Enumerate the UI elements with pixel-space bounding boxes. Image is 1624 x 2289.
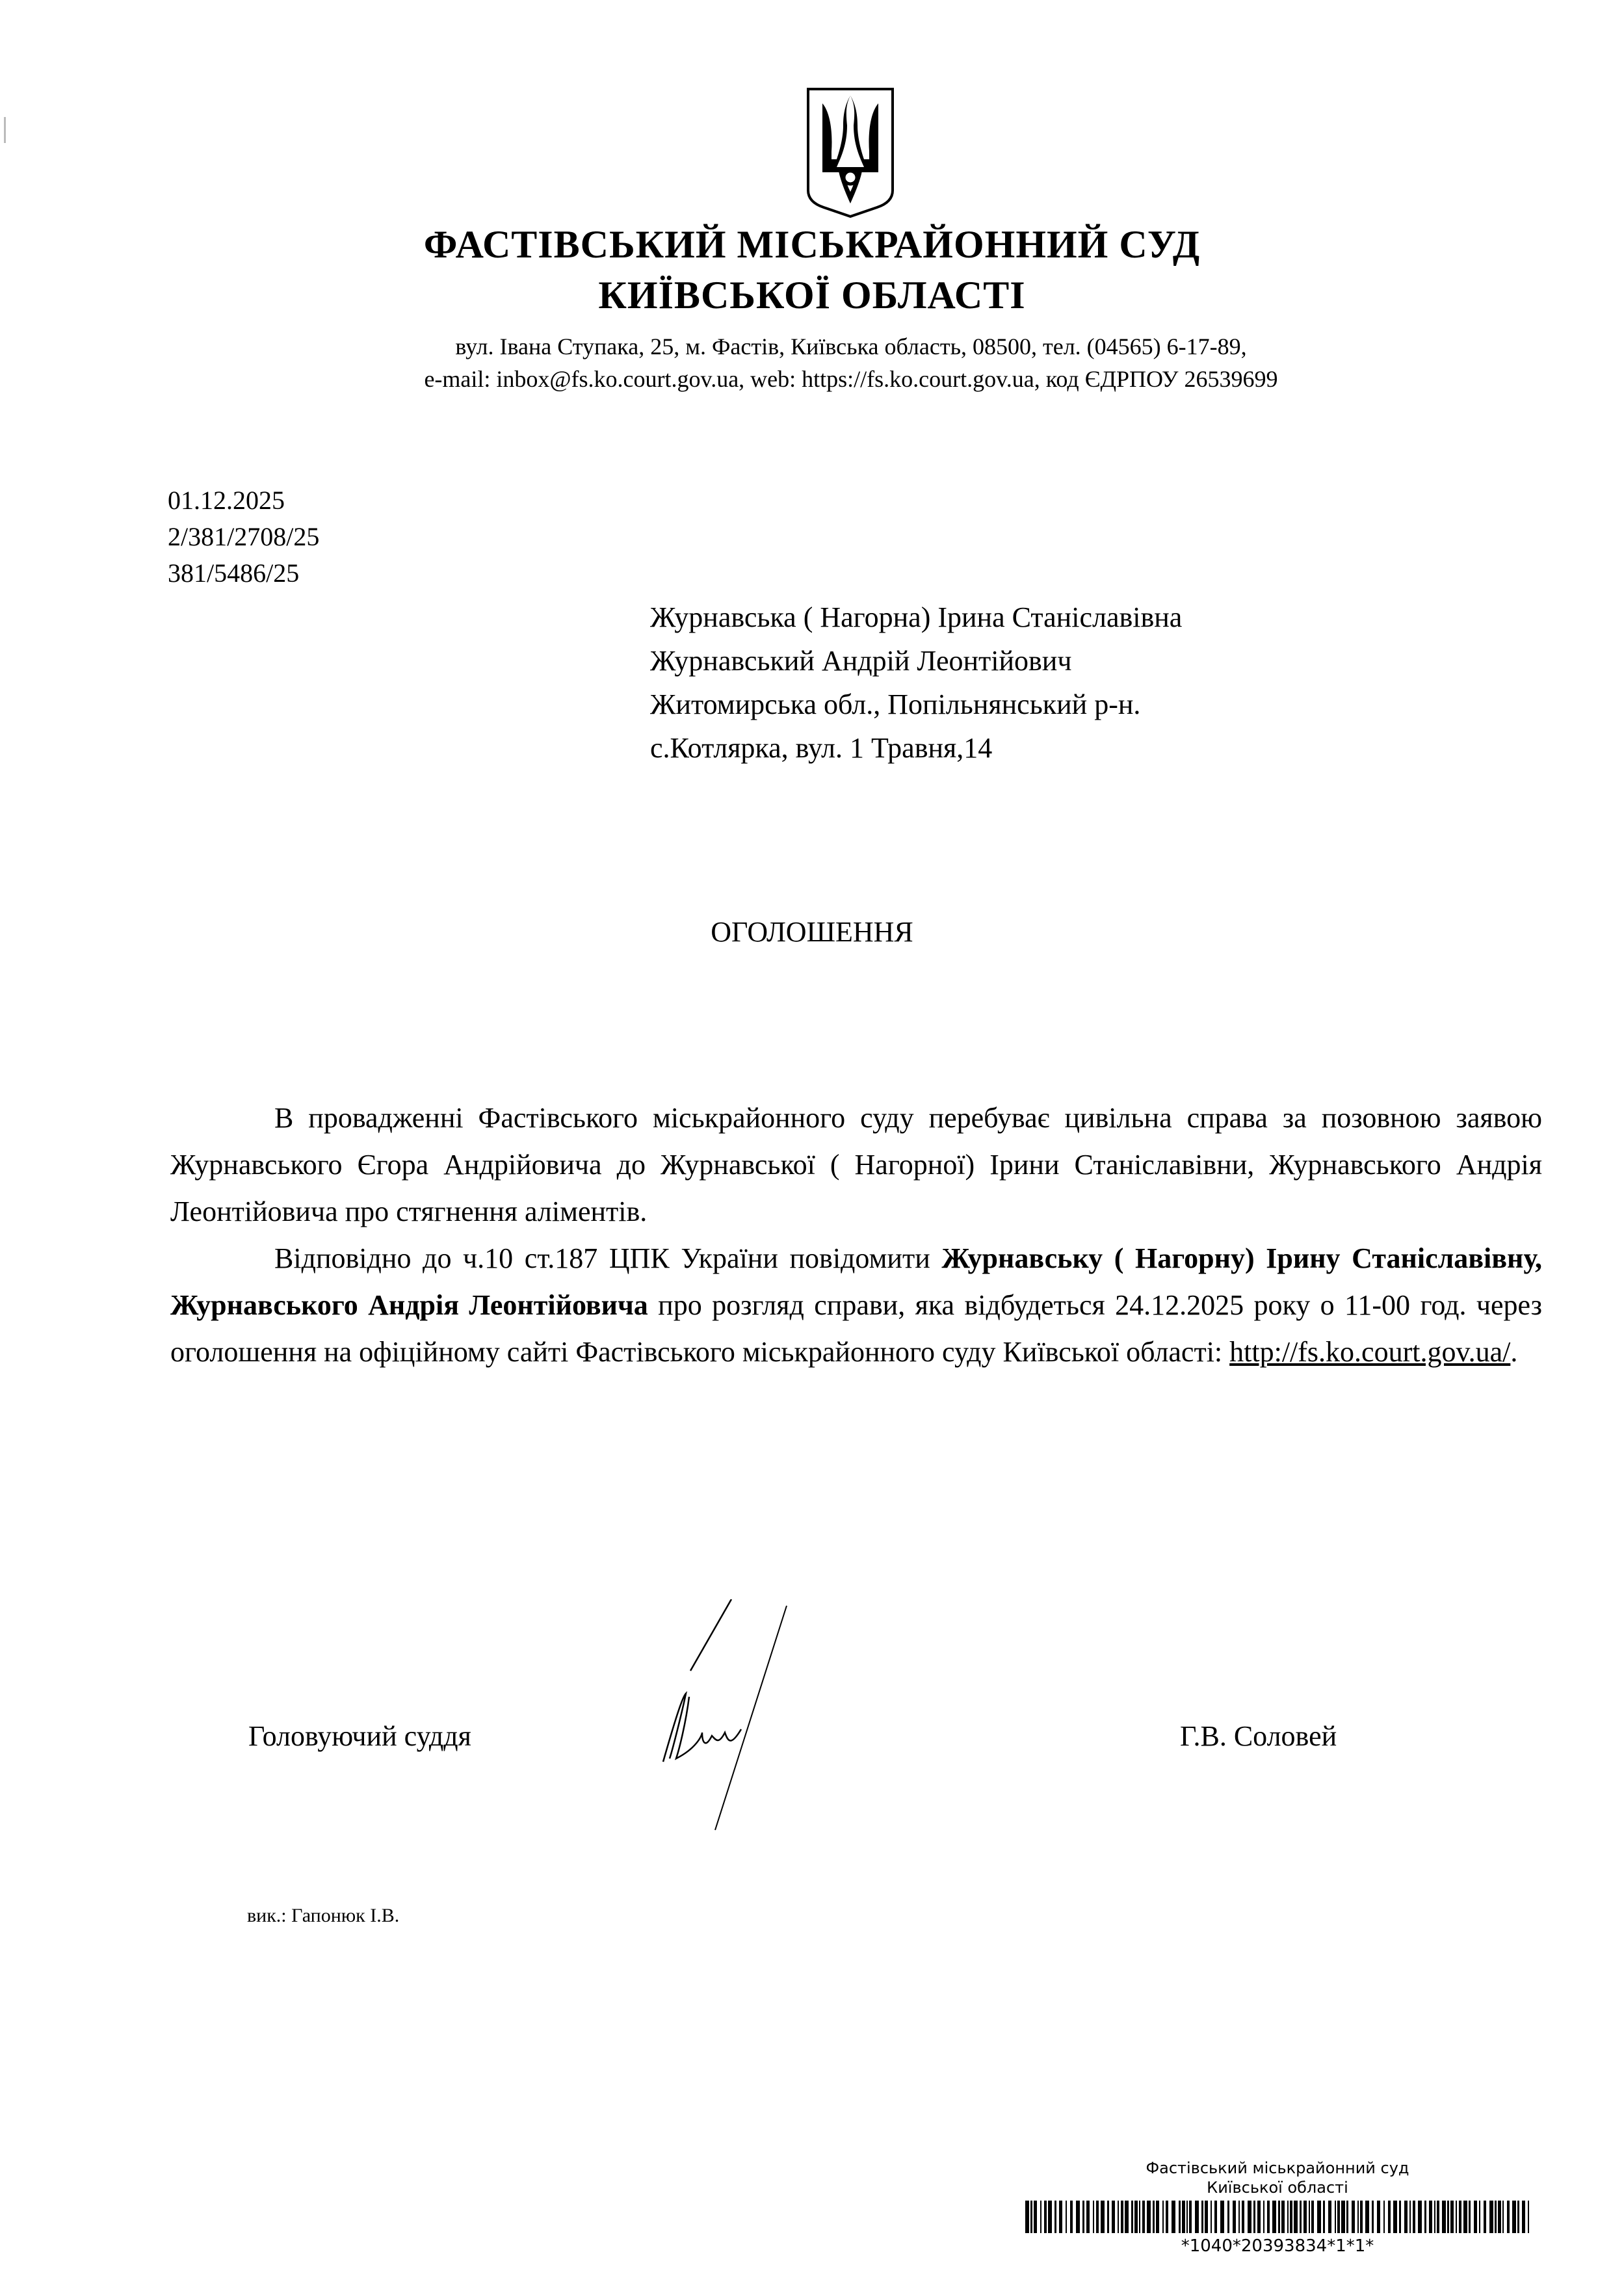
barcode-bar <box>1101 2201 1105 2233</box>
paragraph-end: . <box>1510 1336 1518 1368</box>
barcode-bar <box>1248 2201 1251 2233</box>
judge-role: Головуючий суддя <box>248 1720 471 1752</box>
barcode-bar <box>1459 2201 1461 2233</box>
barcode-bar <box>1201 2201 1203 2233</box>
barcode-bar <box>1404 2201 1408 2233</box>
court-name-line2: КИЇВСЬКОЇ ОБЛАСТІ <box>598 274 1026 317</box>
recipient-line: Житомирська обл., Попільнянський р-н. <box>650 688 1141 720</box>
barcode-number: *1040*20393834*1*1* <box>1181 2236 1374 2256</box>
barcode-bar <box>1093 2201 1094 2233</box>
court-name-line1: ФАСТІВСЬКИЙ МІСЬКРАЙОННИЙ СУД <box>423 223 1201 266</box>
barcode-bar <box>1281 2201 1285 2233</box>
barcode-bar <box>1070 2201 1073 2233</box>
defendant-names: Журнавську ( Нагорну) Ірину Станіславівну, Журнавського Андрія Леонтійовича <box>170 1242 1542 1321</box>
barcode-bar <box>1076 2201 1080 2233</box>
barcode-bar <box>1211 2201 1212 2233</box>
barcode-bar <box>1214 2201 1217 2233</box>
barcode-bar <box>1393 2201 1397 2233</box>
barcode-bar <box>1372 2201 1374 2233</box>
barcode-bar <box>1429 2201 1432 2233</box>
barcode-bar <box>1341 2201 1345 2233</box>
barcode-bar <box>1253 2201 1255 2233</box>
barcode-bar <box>1257 2201 1261 2233</box>
judge-name: Г.В. Соловей <box>1180 1720 1337 1752</box>
barcode-bar <box>1388 2201 1391 2233</box>
barcode-bar <box>1290 2201 1292 2233</box>
barcode-bar <box>1352 2201 1355 2233</box>
barcode-bar <box>1409 2201 1411 2233</box>
barcode-bar <box>1107 2201 1109 2233</box>
barcode-bar <box>1040 2201 1041 2233</box>
barcode-icon <box>1024 2201 1531 2233</box>
barcode-bar <box>1059 2201 1062 2233</box>
court-website-link[interactable]: http://fs.ko.court.gov.ua/ <box>1229 1336 1511 1368</box>
court-stamp <box>1024 2158 1531 2197</box>
handwritten-signature-icon <box>650 1599 943 1846</box>
recipient-line: Журнавський Андрій Леонтійович <box>650 645 1072 677</box>
stamp-line2: Київської області <box>1207 2178 1348 2197</box>
barcode-bar <box>1418 2201 1422 2233</box>
barcode-bar <box>1528 2201 1529 2233</box>
barcode-bar <box>1489 2201 1493 2233</box>
barcode-bar <box>1172 2201 1175 2233</box>
barcode-bar <box>1166 2201 1168 2233</box>
barcode-bar <box>1287 2201 1289 2233</box>
barcode-bar <box>1131 2201 1133 2233</box>
paragraph-text: Відповідно до ч.10 ст.187 ЦПК України повідомити <box>274 1242 942 1274</box>
barcode-bar <box>1044 2201 1047 2233</box>
barcode-bar <box>1263 2201 1264 2233</box>
barcode-bar <box>1186 2201 1188 2233</box>
barcode-bar <box>1469 2201 1471 2233</box>
barcode-bar <box>1134 2201 1138 2233</box>
barcode-bar <box>1357 2201 1359 2233</box>
court-address: вул. Івана Ступака, 25, м. Фастів, Київська область, 08500, тел. (04565) 6-17-89, <box>455 334 1247 360</box>
barcode-bar <box>1086 2201 1090 2233</box>
document-date: 01.12.2025 <box>168 486 285 515</box>
barcode-bar <box>1335 2201 1336 2233</box>
body-paragraph-2 <box>170 1235 1542 1376</box>
stamp-line1: Фастівський міськрайонний суд <box>1146 2159 1409 2177</box>
barcode-bar <box>1066 2201 1067 2233</box>
barcode-bar <box>1142 2201 1145 2233</box>
barcode-bar <box>1030 2201 1032 2233</box>
barcode-bar <box>1048 2201 1052 2233</box>
barcode-bar <box>1337 2201 1340 2233</box>
barcode-bar <box>1507 2201 1510 2233</box>
barcode-bar <box>1365 2201 1369 2233</box>
barcode-bar <box>1360 2201 1363 2233</box>
document-heading: ОГОЛОШЕННЯ <box>711 916 913 948</box>
barcode-bar <box>1025 2201 1029 2233</box>
barcode-bar <box>1139 2201 1140 2233</box>
barcode-bar <box>1227 2201 1229 2233</box>
barcode-bar <box>1512 2201 1516 2233</box>
reference-block <box>168 482 319 592</box>
barcode-bar <box>1156 2201 1159 2233</box>
barcode-bar <box>1153 2201 1155 2233</box>
barcode-bar <box>1474 2201 1477 2233</box>
trident-coat-of-arms-icon <box>805 86 895 219</box>
barcode-bar <box>1450 2201 1454 2233</box>
barcode-bar <box>1522 2201 1525 2233</box>
announcement-body <box>170 1095 1542 1376</box>
paragraph-text: про розгляд справи, яка відбудеться 24.12.2025 року о 11-00 год. через оголошення на офіційному сайті Фастівського міськрайонного суду Київської області: <box>170 1289 1543 1368</box>
barcode-bar <box>1082 2201 1084 2233</box>
barcode-bar <box>1502 2201 1504 2233</box>
recipient-block <box>650 595 1182 770</box>
case-number: 2/381/2708/25 <box>168 522 320 551</box>
barcode-bar <box>1434 2201 1435 2233</box>
barcode-bar <box>1437 2201 1439 2233</box>
barcode-bar <box>1399 2201 1401 2233</box>
barcode-bar <box>1162 2201 1164 2233</box>
barcode-bar <box>1328 2201 1331 2233</box>
barcode-bar <box>1118 2201 1119 2233</box>
barcode-bar <box>1112 2201 1115 2233</box>
outgoing-number: 381/5486/25 <box>168 558 300 588</box>
barcode-bar <box>1147 2201 1151 2233</box>
barcode-bar <box>1121 2201 1123 2233</box>
barcode-bar <box>1447 2201 1449 2233</box>
barcode-bar <box>1205 2201 1208 2233</box>
barcode-bar <box>1179 2201 1181 2233</box>
barcode-bar <box>1377 2201 1380 2233</box>
executor-note: вик.: Гапонюк І.В. <box>247 1905 400 1926</box>
barcode-bar <box>1278 2201 1280 2233</box>
barcode-bar <box>1495 2201 1497 2233</box>
barcode-bar <box>1242 2201 1244 2233</box>
barcode-bar <box>1383 2201 1385 2233</box>
barcode-bar <box>1272 2201 1276 2233</box>
barcode-bar <box>1189 2201 1192 2233</box>
barcode-bar <box>1413 2201 1415 2233</box>
barcode-bar <box>1182 2201 1185 2233</box>
barcode-bar <box>1498 2201 1501 2233</box>
barcode-bar <box>1424 2201 1426 2233</box>
barcode-bar <box>1220 2201 1224 2233</box>
recipient-line: Журнавська ( Нагорна) Ірина Станіславівна <box>650 601 1183 633</box>
barcode-bar <box>1125 2201 1129 2233</box>
barcode-bar <box>1303 2201 1307 2233</box>
barcode-bar <box>1034 2201 1037 2233</box>
barcode-bar <box>1267 2201 1270 2233</box>
barcode-bar <box>1309 2201 1310 2233</box>
barcode-bar <box>1323 2201 1325 2233</box>
barcode-bar <box>1311 2201 1314 2233</box>
recipient-line: с.Котлярка, вул. 1 Травня,14 <box>650 732 993 764</box>
barcode-bar <box>1294 2201 1298 2233</box>
barcode-bar <box>1096 2201 1099 2233</box>
court-contacts: e-mail: inbox@fs.ko.court.gov.ua, web: https://fs.ko.court.gov.ua, код ЄДРПОУ 26539699 <box>424 366 1278 392</box>
scan-edge-mark <box>4 117 6 143</box>
barcode-bar <box>1479 2201 1480 2233</box>
barcode-bar <box>1233 2201 1236 2233</box>
barcode-bar <box>1238 2201 1240 2233</box>
barcode-bar <box>1442 2201 1446 2233</box>
barcode-bar <box>1517 2201 1519 2233</box>
barcode-bar <box>1300 2201 1302 2233</box>
body-paragraph-1: В провадженні Фастівського міськрайонного суду перебуває цивільна справа за позовною заявою Журнавського Єгора Андрійовича до Журнавської ( Нагорної) Ірини Станіславівни, Журнавського Андрія Леонтійовича про стягнення аліментів. <box>170 1102 1542 1227</box>
barcode-bar <box>1463 2201 1467 2233</box>
barcode-bar <box>1195 2201 1199 2233</box>
barcode-bar <box>1346 2201 1348 2233</box>
barcode-bar <box>1484 2201 1486 2233</box>
barcode-bar <box>1317 2201 1321 2233</box>
barcode-bar <box>1456 2201 1457 2233</box>
barcode-bar <box>1054 2201 1056 2233</box>
